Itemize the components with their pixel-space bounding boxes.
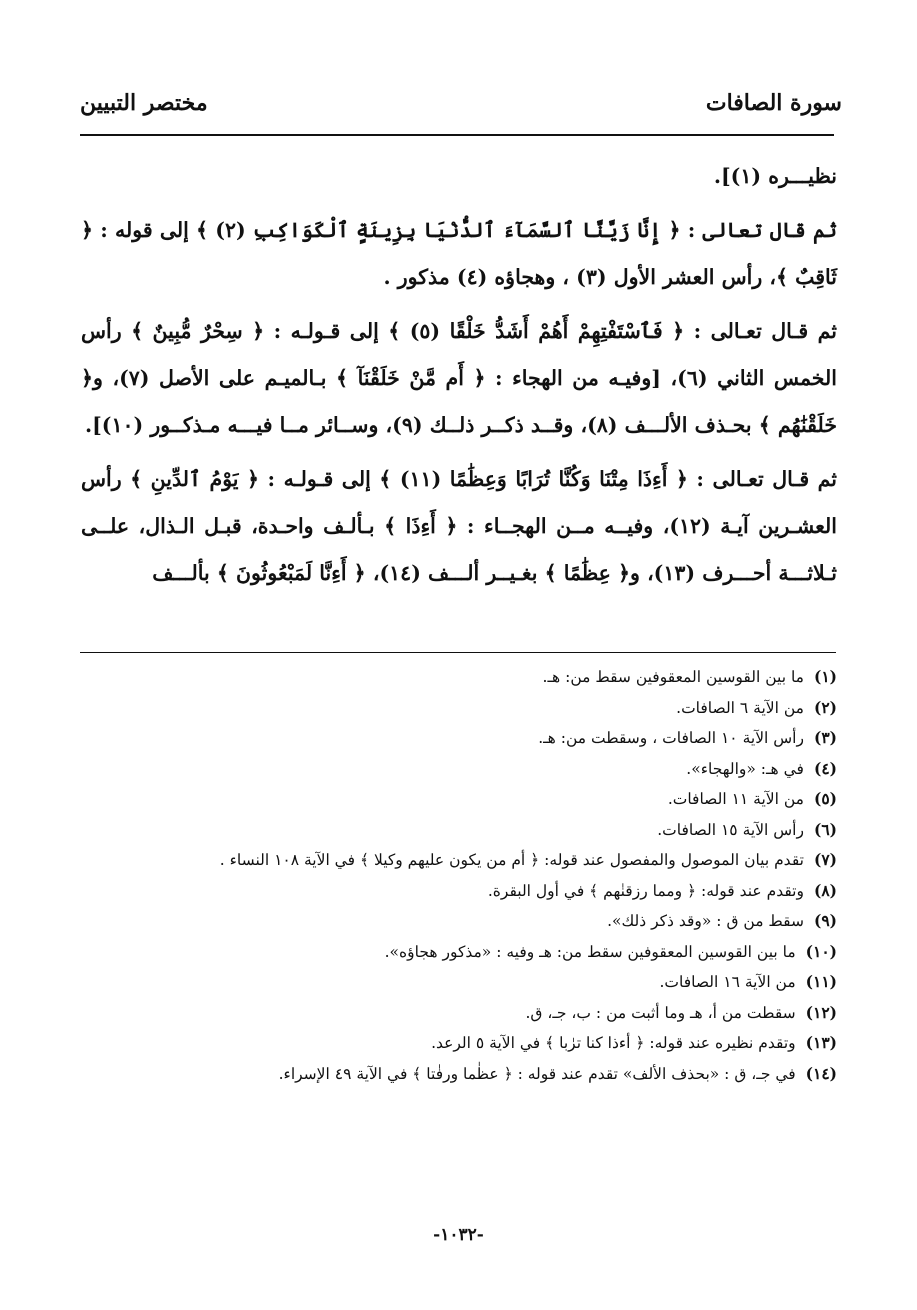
footnote xyxy=(77,693,837,724)
footnote-number: (١١) xyxy=(805,972,837,991)
footnote-number: (٩) xyxy=(813,911,837,930)
footnote-number: (٤) xyxy=(813,758,837,778)
footnote xyxy=(77,1059,837,1090)
footnote xyxy=(77,784,837,815)
footnote-number: (٨) xyxy=(813,880,837,900)
footnote-text: تقدم بيان الموصول والمفصول عند قوله: ﴿ أم من يكون عليهم وكيلا ﴾ في الآية ١٠٨ النساء . xyxy=(219,851,804,869)
header-rule xyxy=(80,134,834,136)
footnote xyxy=(77,1028,837,1059)
footnote xyxy=(77,754,837,785)
footnote-number: (١٠) xyxy=(805,941,837,961)
footnote-rule xyxy=(80,652,836,653)
footnote xyxy=(77,998,837,1029)
footnote-number: (٦) xyxy=(813,819,837,839)
footnote-text: رأس الآية ١٠ الصافات ، وسقطت من: هـ. xyxy=(538,729,804,747)
footnote-text: في جـ، ق : «بحذف الألف» تقدم عند قوله : ﴿ عظٰما ورفٰتا ﴾ في الآية ٤٩ الإسراء. xyxy=(278,1064,796,1083)
footnote xyxy=(77,967,837,998)
footnote-text: رأس الآية ١٥ الصافات. xyxy=(657,820,804,839)
footnote xyxy=(77,662,837,693)
footnotes-list xyxy=(77,662,837,1089)
paragraph-3: ثم قـال تعـالى : ﴿ فَٱسْتَفْتِهِمْ أَهُمْ أَشَدُّ خَلْقًا (٥) ﴾ إلى قـولـه : ﴿ سِحْرٌ مُّبِينٌ ﴾ رأس الخمس الثاني (٦)، [وفيـه من الهجاء : ﴿ أَم مَّنْ خَلَقْنَآ ﴾ بـالميـم على الأصل (٧)، و﴿ خَلَقْنَٰهُم ﴾ بحـذف الألـــف (٨)، وقــد ذكــر ذلــك (٩)، وســائر مــا فيـــه مـذكــور (١٠)]. xyxy=(81,319,837,437)
footnote-text: سقط من ق : «وقد ذكر ذلك». xyxy=(607,912,804,930)
paragraph-1: نظيـــره (١)]. xyxy=(713,164,837,188)
paragraph-4: ثم قـال تعـالى : ﴿ أَءِذَا مِتْنَا وَكُنَّا تُرَابًا وَعِظَٰمًا (١١) ﴾ إلى قـولـه : ﴿ يَوْمُ ٱلدِّينِ ﴾ رأس العشـرين آيـة (١٢)، وفيــه مــن الهجــاء : ﴿ أَءِذَا ﴾ بـألـف واحـدة، قبـل الـذال، علــى ثـلاثـــة أحـــرف (١٣)، و﴿ عِظَٰمًا ﴾ بغـيــر ألـــف (١٤)، ﴿ أَءِنَّا لَمَبْعُوثُونَ ﴾ بألـــف xyxy=(81,467,838,585)
footnote-number: (١٤) xyxy=(805,1063,837,1083)
main-text xyxy=(81,153,837,604)
footnote xyxy=(77,845,837,876)
page-number: -١٠٣٢- xyxy=(433,1225,484,1245)
footnote-number: (٢) xyxy=(813,697,837,717)
footnote xyxy=(77,876,837,907)
footnote xyxy=(77,815,837,846)
footnote-text: سقطت من أ، هـ وما أثبت من : ب، جـ، ق. xyxy=(525,1003,796,1022)
footnote-text: من الآية ١٦ الصافات. xyxy=(659,973,796,991)
footnote-number: (٣) xyxy=(813,728,837,747)
footnote-number: (١) xyxy=(813,667,837,686)
footnote-number: (٧) xyxy=(813,850,837,869)
book-title: مختصر التبيين xyxy=(80,90,208,116)
footnote-text: من الآية ١١ الصافات. xyxy=(667,790,804,808)
footnote-text: من الآية ٦ الصافات. xyxy=(676,698,804,717)
footnote-text: ما بين القوسين المعقوفين سقط من: هـ. xyxy=(542,668,804,686)
footnote-number: (٥) xyxy=(813,789,837,808)
paragraph-2: ثم قال تعالى : ﴿ إِنَّا زَيَّنَّا ٱلسَّمَآءَ ٱلدُّنْيَا بِزِينَةٍ ٱلْكَوَاكِبِ (٢) ﴾ إلى قوله : ﴿ ثَاقِبٌ ﴾، رأس العشر الأول (٣) ، وهجاؤه (٤) مذكور . xyxy=(81,218,837,289)
footnote xyxy=(77,723,837,754)
footnote-text: وتقدم عند قوله: ﴿ ومما رزقنٰهم ﴾ في أول البقرة. xyxy=(487,881,804,900)
footnote-number: (١٢) xyxy=(805,1002,837,1022)
footnote-text: وتقدم نظيره عند قوله: ﴿ أءذا كنا ترٰبا ﴾ في الآية ٥ الرعد. xyxy=(431,1034,796,1052)
footnote-text: في هـ: «والهجاء». xyxy=(686,759,804,778)
surah-title: سورة الصافات xyxy=(705,90,842,116)
footnote xyxy=(77,906,837,937)
footnote-number: (١٣) xyxy=(805,1033,837,1052)
footnote-text: ما بين القوسين المعقوفين سقط من: هـ وفيه : «مذكور هجاؤه». xyxy=(384,942,796,961)
footnote xyxy=(77,937,837,968)
